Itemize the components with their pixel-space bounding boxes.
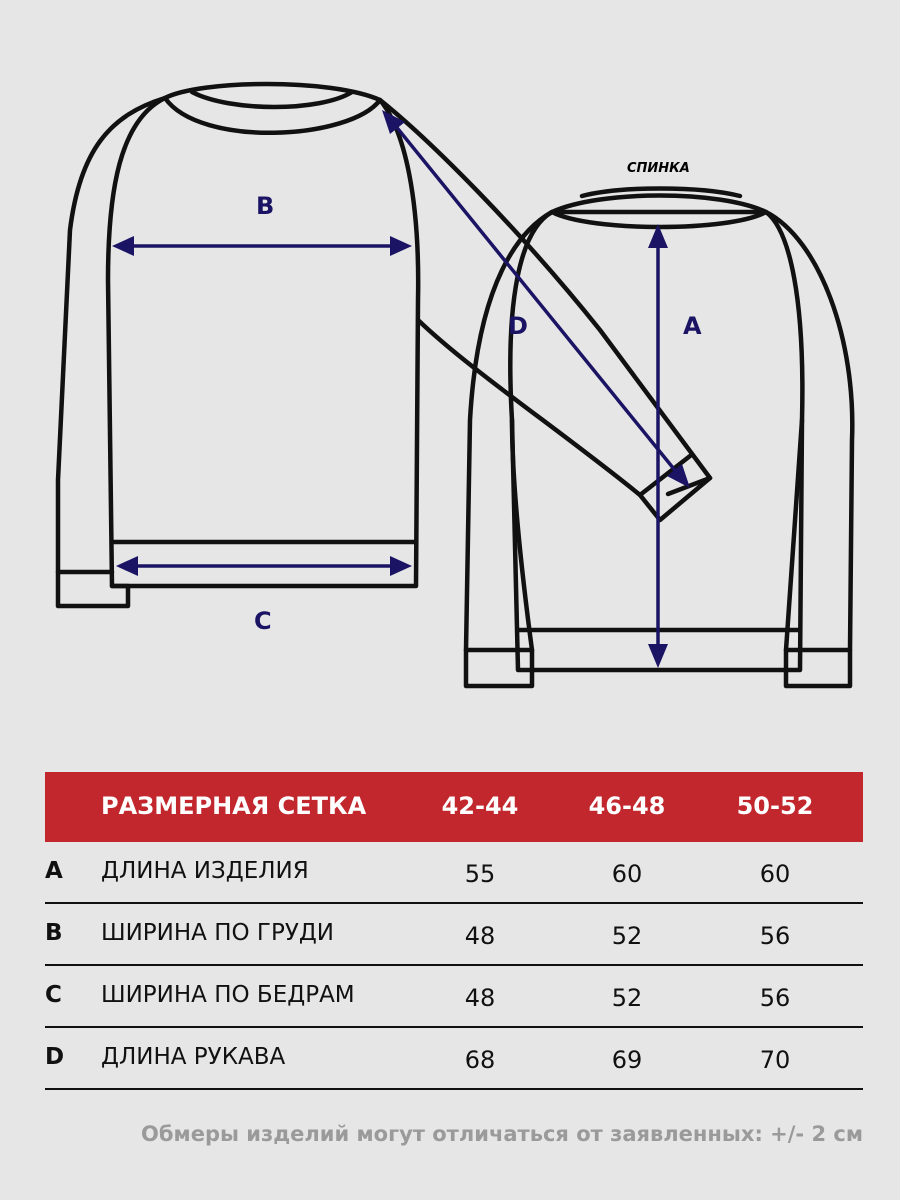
row-value: 68 (464, 1046, 496, 1074)
row-value: 56 (759, 984, 791, 1012)
table-row (45, 842, 863, 904)
row-name: ДЛИНА ИЗДЕЛИЯ (101, 858, 309, 884)
front-collar (165, 84, 380, 133)
row-key: D (45, 1044, 65, 1070)
label-c: C (254, 607, 272, 635)
label-b: B (256, 192, 275, 220)
measure-a-arrow-bottom (648, 644, 668, 668)
front-view (58, 84, 710, 606)
row-value: 60 (611, 860, 643, 888)
table-header (45, 772, 863, 842)
table-row (45, 966, 863, 1028)
table-row (45, 1028, 863, 1090)
measure-b-arrow-right (390, 236, 412, 256)
size-header-3: 50-52 (736, 792, 814, 820)
back-left-sleeve (466, 212, 552, 650)
front-body-outline (108, 98, 418, 586)
row-value: 52 (611, 984, 643, 1012)
measure-d-arrow-bottom (667, 464, 690, 488)
row-key: A (45, 858, 63, 884)
size-table (45, 772, 863, 1090)
back-collar (552, 189, 766, 228)
row-value: 60 (759, 860, 791, 888)
table-row (45, 904, 863, 966)
label-d: D (508, 312, 528, 340)
size-header-2: 46-48 (588, 792, 666, 820)
row-name: ШИРИНА ПО БЕДРАМ (101, 982, 355, 1008)
label-a: A (683, 312, 702, 340)
measure-c-arrow-right (390, 556, 412, 576)
table-title: РАЗМЕРНАЯ СЕТКА (101, 792, 367, 820)
row-value: 48 (464, 922, 496, 950)
row-key: C (45, 982, 62, 1008)
measure-b-arrow-left (112, 236, 134, 256)
row-name: ДЛИНА РУКАВА (101, 1044, 286, 1070)
measure-c-arrow-left (116, 556, 138, 576)
back-right-sleeve (766, 212, 852, 650)
row-value: 55 (464, 860, 496, 888)
row-name: ШИРИНА ПО ГРУДИ (101, 920, 335, 946)
row-value: 52 (611, 922, 643, 950)
row-value: 48 (464, 984, 496, 1012)
row-value: 70 (759, 1046, 791, 1074)
row-key: B (45, 920, 63, 946)
row-value: 56 (759, 922, 791, 950)
measure-d-line (394, 124, 678, 474)
row-value: 69 (611, 1046, 643, 1074)
measurement-tolerance-note: Обмеры изделий могут отличаться от заявленных: +/- 2 см (141, 1122, 863, 1146)
size-header-1: 42-44 (441, 792, 519, 820)
back-view-label: СПИНКА (627, 161, 690, 176)
